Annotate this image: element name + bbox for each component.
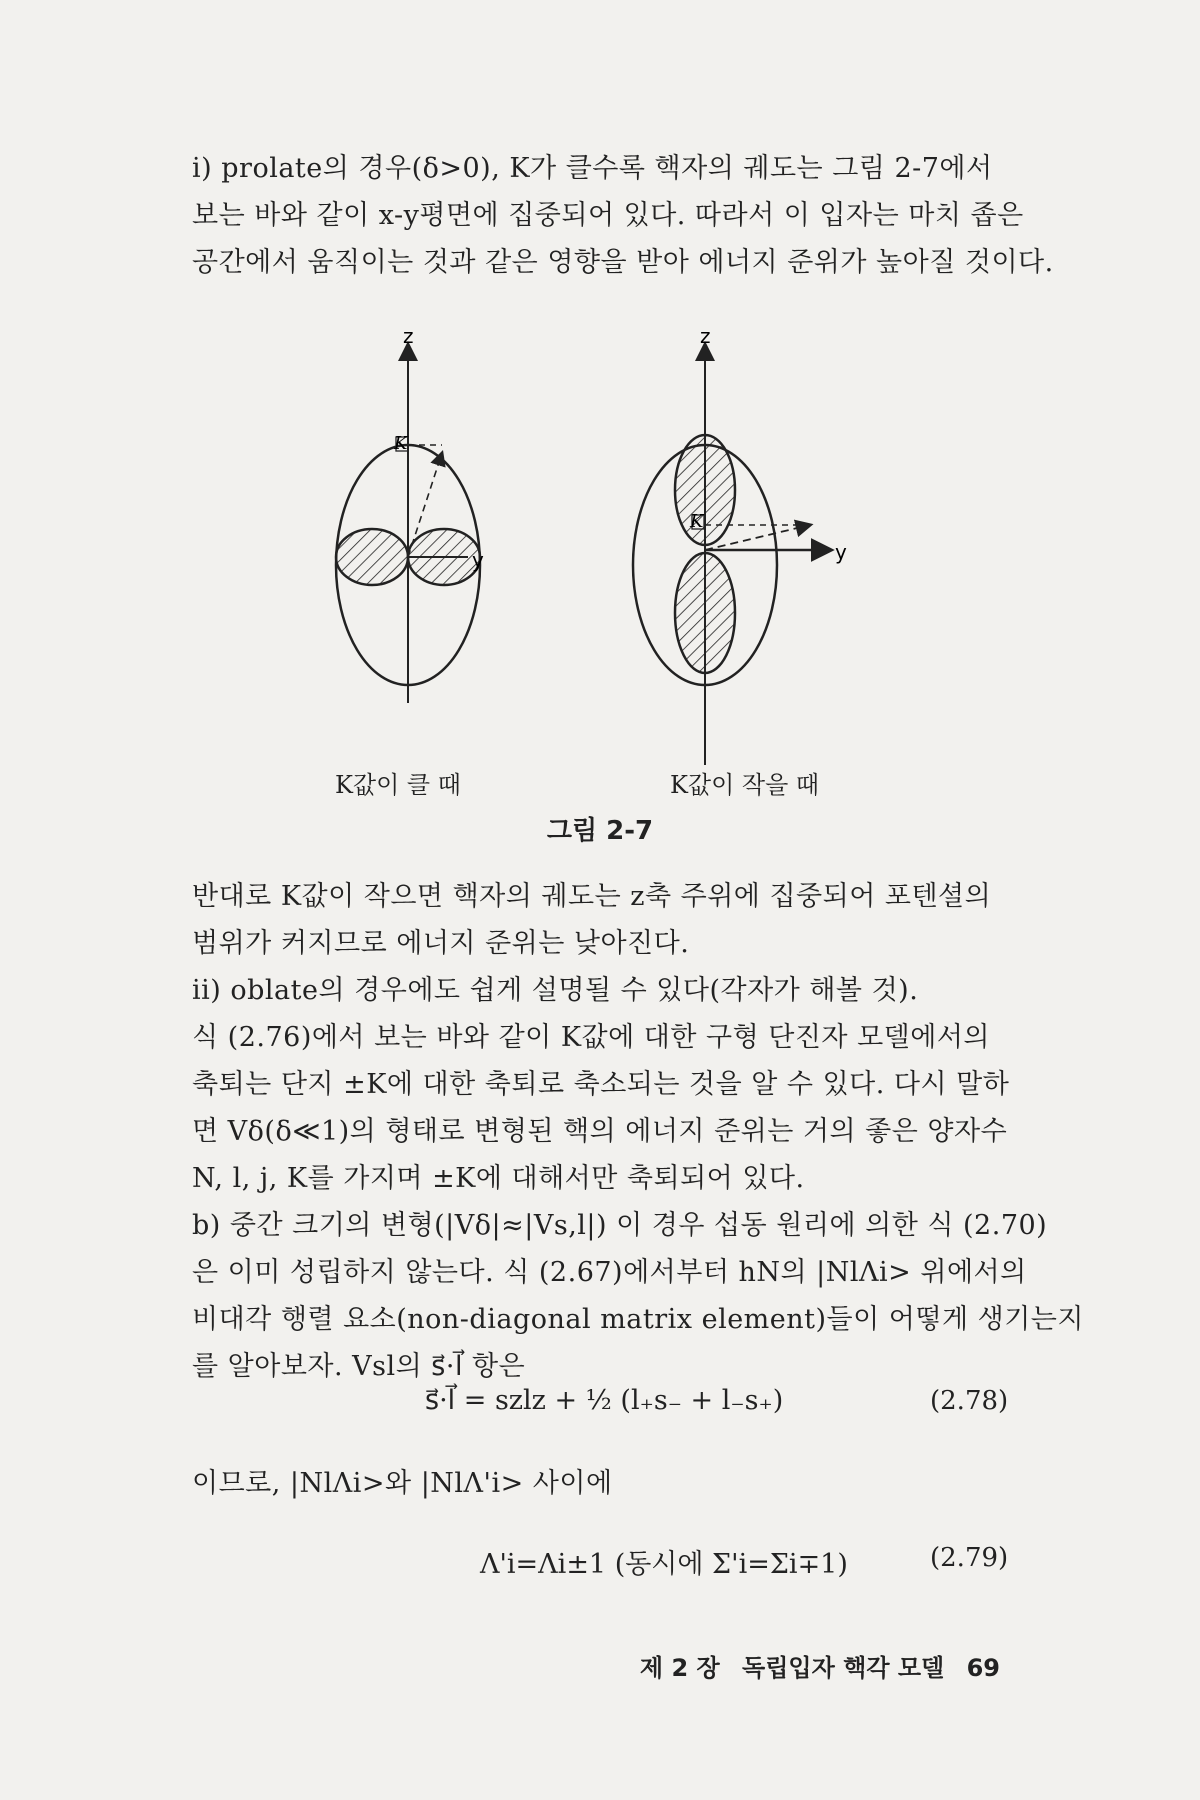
figure-title: 그림 2-7 xyxy=(546,816,654,846)
left-figure-caption: K값이 클 때 xyxy=(335,771,461,799)
text-line: i) prolate의 경우(δ>0), K가 클수록 핵자의 궤도는 그림 2-7에서 xyxy=(192,153,993,184)
text-line: 축퇴는 단지 ±K에 대한 축퇴로 축소되는 것을 알 수 있다. 다시 말하 xyxy=(192,1069,1010,1100)
text-line: b) 중간 크기의 변형(|Vδ|≈|Vs,l|) 이 경우 섭동 원리에 의한 식 (2.70) xyxy=(192,1210,1048,1241)
left-orbit-lobe-left xyxy=(336,529,408,585)
text-line: ii) oblate의 경우에도 쉽게 설명될 수 있다(각자가 해볼 것). xyxy=(192,975,919,1006)
text-line: 면 Vδ(δ≪1)의 형태로 변형된 핵의 에너지 준위는 거의 좋은 양자수 xyxy=(192,1116,1008,1147)
left-y-label: y xyxy=(472,548,484,572)
text-line: 반대로 K값이 작으면 핵자의 궤도는 z축 주위에 집중되어 포텐셜의 xyxy=(192,881,992,912)
equation-number-2-78: (2.78) xyxy=(930,1386,1009,1416)
intro-paragraph xyxy=(192,145,1054,286)
page-footer xyxy=(626,1648,1000,1683)
footer-chapter: 제 2 장 xyxy=(639,1654,720,1682)
left-z-label: z xyxy=(403,324,414,348)
right-figure-caption: K값이 작을 때 xyxy=(670,771,820,799)
right-y-label: y xyxy=(835,540,847,564)
text-line: N, l, j, K를 가지며 ±K에 대해서만 축퇴되어 있다. xyxy=(192,1163,805,1194)
equation-number-2-79: (2.79) xyxy=(930,1543,1009,1573)
figure-2-7 xyxy=(300,324,920,795)
right-orbit-lobe-top xyxy=(675,435,735,545)
text-line: 식 (2.76)에서 보는 바와 같이 K값에 대한 구형 단진자 모델에서의 xyxy=(192,1022,990,1053)
figure-diagram xyxy=(300,324,920,795)
text-line: 를 알아보자. Vsl의 s⃗·l⃗ 항은 xyxy=(192,1351,526,1382)
left-orbit-lobe-right xyxy=(408,529,480,585)
right-diagram xyxy=(633,345,830,765)
between-line xyxy=(192,1460,1030,1507)
equation-2-79: Λ'i=Λi±1 (동시에 Σ'i=Σi∓1) xyxy=(480,1549,848,1580)
left-diagram xyxy=(336,345,480,703)
text-line: 비대각 행렬 요소(non-diagonal matrix element)들이 어떻게 생기는지 xyxy=(192,1304,1084,1335)
page-number: 69 xyxy=(966,1654,1000,1682)
equation-2-78: s⃗·l⃗ = szlz + ½ (l₊s₋ + l₋s₊) xyxy=(425,1385,784,1416)
text-line: 보는 바와 같이 x-y평면에 집중되어 있다. 따라서 이 입자는 마치 좁은 xyxy=(192,200,1024,231)
text-line: 범위가 커지므로 에너지 준위는 낮아진다. xyxy=(192,928,690,959)
left-k-label: K xyxy=(394,433,408,454)
right-z-label: z xyxy=(700,324,711,348)
right-orbit-lobe-bottom xyxy=(675,553,735,673)
text-line: 공간에서 움직이는 것과 같은 영향을 받아 에너지 준위가 높아질 것이다. xyxy=(192,247,1054,278)
body-paragraph xyxy=(192,873,1084,1390)
text-line: 이므로, |NlΛi>와 |NlΛ'i> 사이에 xyxy=(192,1468,613,1499)
right-k-label: K xyxy=(690,511,704,532)
footer-title: 독립입자 핵각 모델 xyxy=(742,1654,945,1682)
text-line: 은 이미 성립하지 않는다. 식 (2.67)에서부터 hN의 |NlΛi> 위에서의 xyxy=(192,1257,1027,1288)
